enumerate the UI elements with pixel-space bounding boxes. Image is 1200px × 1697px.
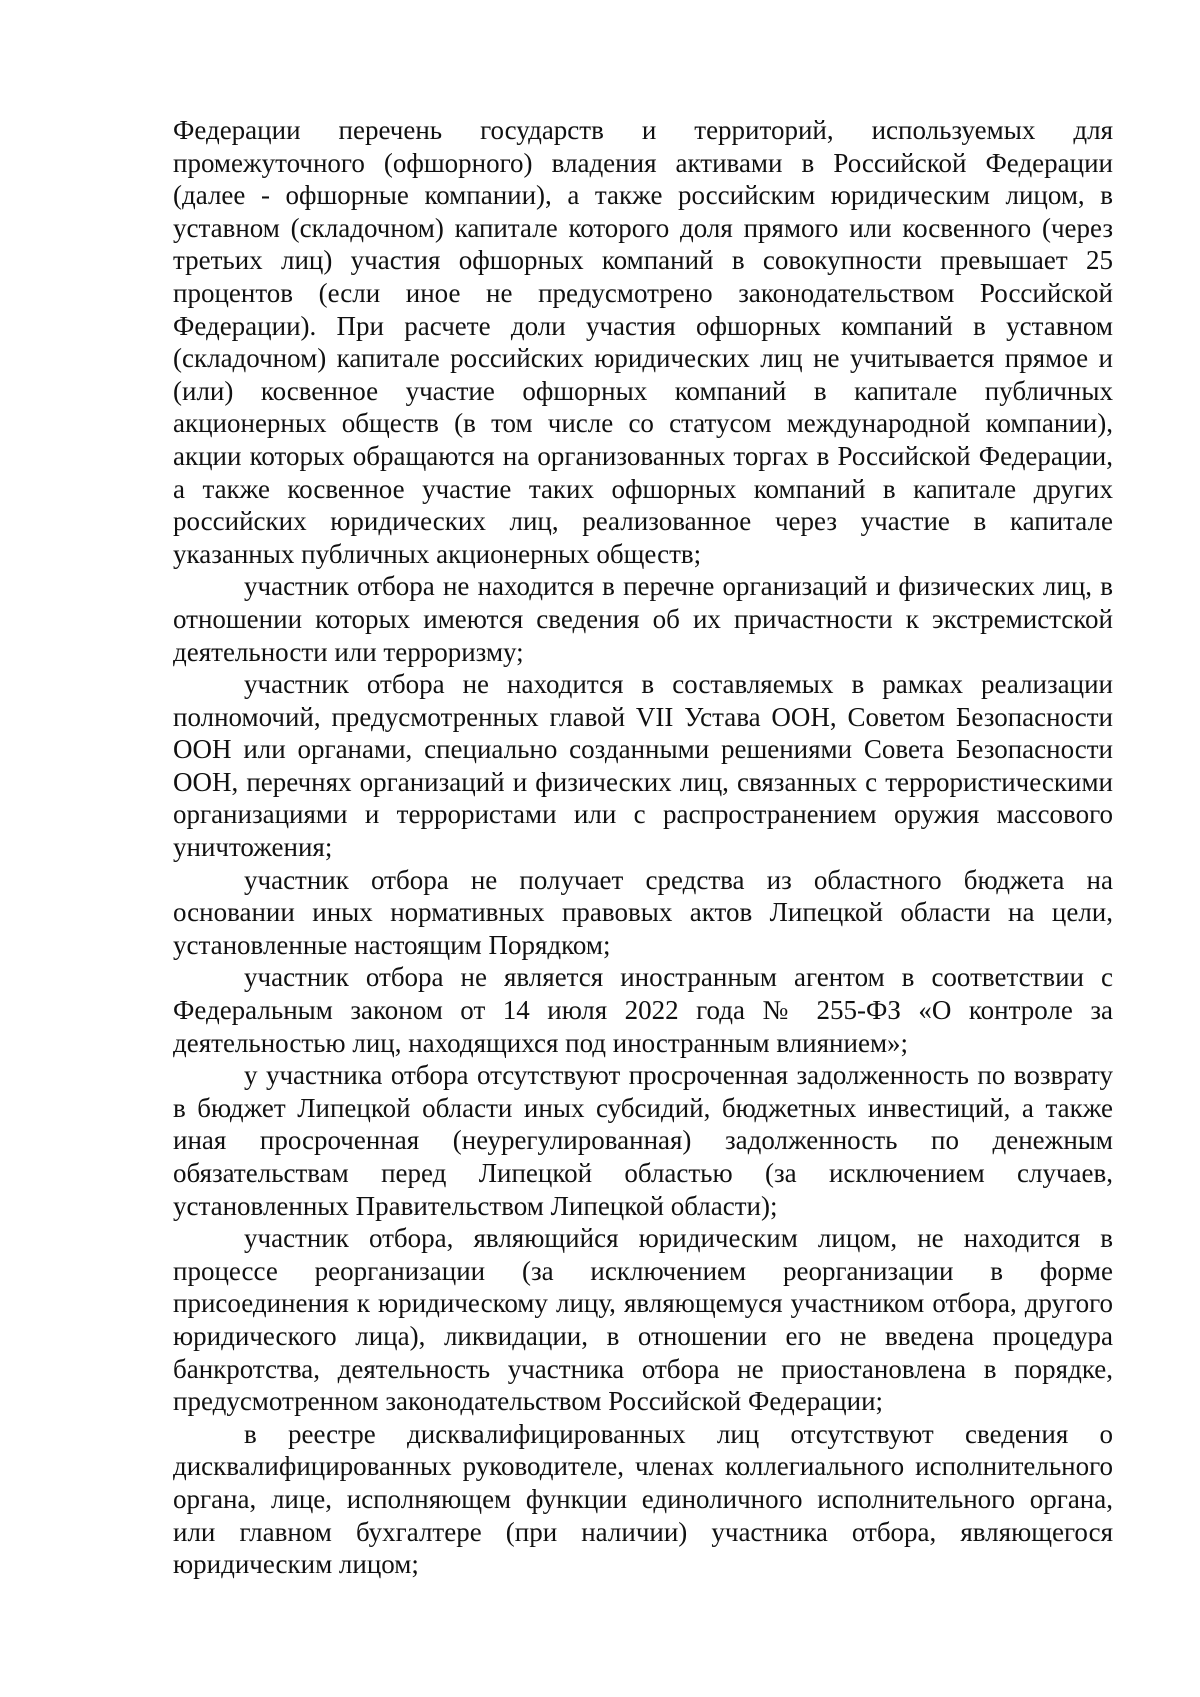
paragraph-overdue-debt: у участника отбора отсутствуют просроченная задолженность по возврату в бюджет Липецкой области иных субсидий, бюджетных инвестиций, а также иная просроченная (неурегулированная) задолженность по денежным обязательствам перед Липецкой областью (за исключением случаев, установленных Правительством Липецкой области); xyxy=(173,1060,1113,1221)
paragraph-regional-budget-funds: участник отбора не получает средства из областного бюджета на основании иных нормативных правовых актов Липецкой области на цели, установленные настоящим Порядком; xyxy=(173,864,1113,960)
paragraph-extremism-list: участник отбора не находится в перечне организаций и физических лиц, в отношении которых имеются сведения об их причастности к экстремистской деятельности или терроризму; xyxy=(173,571,1113,667)
paragraph-foreign-agent: участник отбора не является иностранным агентом в соответствии с Федеральным законом от 14 июля 2022 года № 255-ФЗ «О контроле за деятельностью лиц, находящихся под иностранным влиянием»; xyxy=(173,962,1113,1058)
paragraph-offshore-companies: Федерации перечень государств и территорий, используемых для промежуточного (офшорного) владения активами в Российской Федерации (далее - офшорные компании), а также российским юридическим лицом, в уставном (складочном) капитале которого доля прямого или косвенного (через третьих лиц) участия офшорных компаний в совокупности превышает 25 процентов (если иное не предусмотрено законодательством Российской Федерации). При расчете доли участия офшорных компаний в уставном (складочном) капитале российских юридических лиц не учитывается прямое и (или) косвенное участие офшорных компаний в капитале публичных акционерных обществ (в том числе со статусом международной компании), акции которых обращаются на организованных торгах в Российской Федерации, а также косвенное участие таких офшорных компаний в капитале других российских юридических лиц, реализованное через участие в капитале указанных публичных акционерных обществ; xyxy=(173,115,1113,569)
document-page xyxy=(173,114,1113,1581)
paragraph-reorganization-liquidation: участник отбора, являющийся юридическим лицом, не находится в процессе реорганизации (за исключением реорганизации в форме присоединения к юридическому лицу, являющемуся участником отбора, другого юридического лица), ликвидации, в отношении его не введена процедура банкротства, деятельность участника отбора не приостановлена в порядке, предусмотренном законодательством Российской Федерации; xyxy=(173,1223,1113,1417)
paragraph-un-security-council-lists: участник отбора не находится в составляемых в рамках реализации полномочий, предусмотренных главой VII Устава ООН, Советом Безопасности ООН или органами, специально созданными решениями Совета Безопасности ООН, перечнях организаций и физических лиц, связанных с террористическими организациями и террористами или с распространением оружия массового уничтожения; xyxy=(173,669,1113,863)
paragraph-disqualified-persons-registry: в реестре дисквалифицированных лиц отсутствуют сведения о дисквалифицированных руководителе, членах коллегиального исполнительного органа, лице, исполняющем функции единоличного исполнительного органа, или главном бухгалтере (при наличии) участника отбора, являющегося юридическим лицом; xyxy=(173,1418,1113,1580)
